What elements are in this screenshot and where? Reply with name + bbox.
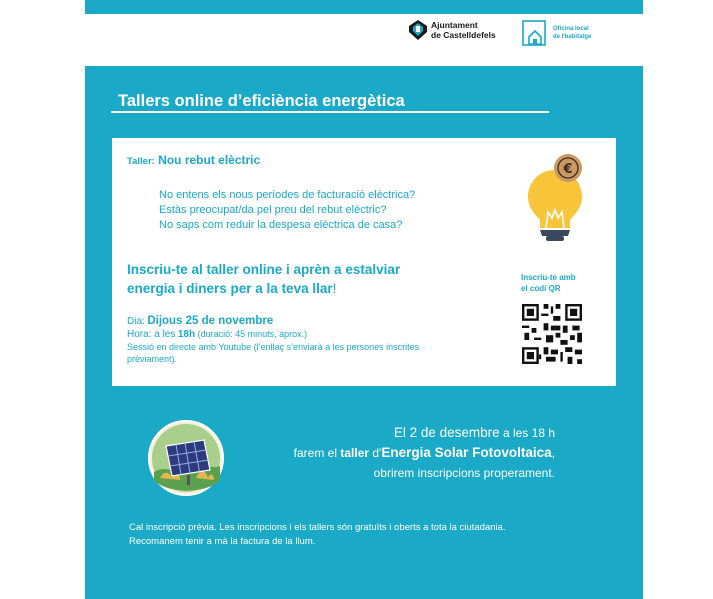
- qr-label-line1: Inscriu-te amb: [521, 273, 576, 282]
- oficina-line1: Oficina local: [553, 26, 589, 32]
- poster: [85, 0, 643, 599]
- taller-heading: [127, 153, 260, 167]
- hora-value: 18h: [177, 329, 196, 340]
- solar-panel-icon: [148, 420, 224, 496]
- solar-line2-e: ,: [551, 446, 555, 460]
- solar-time: a les 18 h: [499, 426, 555, 440]
- oficina-line2: de l'habitatge: [553, 34, 592, 40]
- qr-code-icon[interactable]: [522, 304, 582, 364]
- footer-line2: Recomanem tenir a mà la factura de la llum.: [129, 536, 316, 547]
- dia-label: Dia:: [127, 316, 145, 327]
- ajuntament-logo: [409, 20, 496, 40]
- taller-name: Nou rebut elèctric: [158, 153, 261, 167]
- hora-detail: (duració: 45 minuts, aprox.): [197, 329, 308, 339]
- footer-line1: Cal inscripció prèvia. Les inscripcions i els tallers són gratuïts i oberts a tota la ciutadania.: [129, 522, 506, 533]
- solar-line2-a: farem el: [293, 446, 341, 460]
- question-item: No entens els nous períodes de facturació elèctrica?: [159, 189, 416, 201]
- solar-line3: obrirem inscripcions properament.: [373, 466, 555, 480]
- cta-line1: Inscriu-te al taller online i aprèn a estalviar: [127, 262, 401, 277]
- poster-top-band: [85, 0, 643, 14]
- dia-value: Dijous 25 de novembre: [147, 315, 274, 327]
- castelldefels-shield-icon: [409, 20, 427, 40]
- solar-line2-c: d': [369, 446, 382, 460]
- qr-label-line2: el codi QR: [521, 284, 561, 293]
- ajuntament-line1: Ajuntament: [431, 20, 478, 30]
- qr-label: [521, 272, 576, 294]
- house-icon: [522, 19, 548, 47]
- cta-line2: energia i diners per a la teva llar: [127, 281, 333, 296]
- solar-date: El 2 de desembre: [393, 425, 500, 440]
- solar-announcement: [245, 423, 555, 483]
- ajuntament-line2: de Castelldefels: [431, 30, 496, 40]
- solar-line2-taller: taller: [340, 446, 370, 460]
- solar-workshop-name: Energia Solar Fotovoltaica: [381, 445, 552, 460]
- call-to-action: [127, 260, 507, 298]
- oficina-habitatge-logo: [522, 19, 591, 47]
- session-line1: Sessió en directe amb Youtube (l’enllaç s’enviarà a les persones inscrites: [127, 342, 420, 352]
- question-item: No saps com reduir la despesa elèctrica de casa?: [159, 219, 403, 231]
- footer-note: [129, 521, 619, 549]
- lightbulb-euro-icon: [516, 152, 594, 244]
- svg-text:€: €: [563, 162, 573, 177]
- question-item: Estàs preocupat/da pel preu del rebut elèctric?: [159, 204, 387, 216]
- questions-list: [159, 188, 415, 233]
- session-line2: prèviament).: [127, 354, 178, 364]
- taller-prefix: Taller:: [127, 156, 155, 167]
- page-title: Tallers online d’eficiència energètica: [118, 92, 405, 110]
- workshop-card: [112, 138, 616, 386]
- cta-end: !: [332, 281, 337, 296]
- title-underline: [111, 111, 549, 113]
- hora-label: Hora: a les: [127, 329, 176, 340]
- session-details: [127, 315, 487, 365]
